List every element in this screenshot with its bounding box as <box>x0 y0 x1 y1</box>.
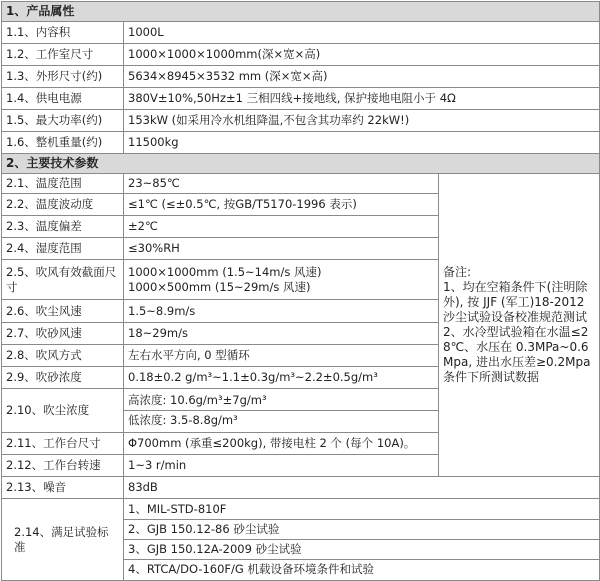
row-value: 1000L <box>124 22 600 44</box>
standard-item: 3、GJB 150.12A-2009 砂尘试验 <box>124 540 599 560</box>
row-value: ≤1℃ (≤±0.5℃, 按GB/T5170-1996 表示) <box>124 194 439 216</box>
table-row <box>2 66 600 88</box>
row-label: 2.1、温度范围 <box>2 174 124 194</box>
section-header-tech-params <box>2 154 600 174</box>
row-value: 18~29m/s <box>124 323 439 345</box>
row-value: 1000×1000×1000mm(深×宽×高) <box>124 44 600 66</box>
row-label: 1.2、工作室尺寸 <box>2 44 124 66</box>
note-text: 备注: 1、均在空箱条件下(注明除外), 按 JJF (军工)18-2012 沙尘试验设备校准规范测试 2、水冷型试验箱在水温≤28℃、水压在 0.3MPa~0.6Mpa, 进出水压差≥0.2Mpa 条件下所测试数据 <box>443 265 591 384</box>
row-value: 0.18±0.2 g/m³~1.1±0.3g/m³~2.2±0.5g/m³ <box>124 367 439 389</box>
row-value: 11500kg <box>124 132 600 154</box>
row-value: Φ700mm (承重≤200kg), 带接电柱 2 个 (每个 10A)。 <box>124 433 439 455</box>
row-value: 23~85℃ <box>124 174 439 194</box>
row-value <box>124 389 439 433</box>
row-label: 2.3、温度偏差 <box>2 216 124 238</box>
row-value: 1~3 r/min <box>124 455 439 477</box>
row-label: 2.7、吹砂风速 <box>2 323 124 345</box>
row-label: 2.12、工作台转速 <box>2 455 124 477</box>
row-label: 1.4、供电电源 <box>2 88 124 110</box>
row-label: 2.4、湿度范围 <box>2 238 124 260</box>
row-value: 1.5~8.9m/s <box>124 300 439 323</box>
row-value: 380V±10%,50Hz±1 三相四线+接地线, 保护接地电阻小于 4Ω <box>124 88 600 110</box>
table-row <box>2 174 600 194</box>
spec-table <box>1 1 600 581</box>
row-value: 83dB <box>124 477 600 499</box>
row-value-line: 高浓度: 10.6g/m³±7g/m³ <box>124 391 438 411</box>
standard-item: 1、MIL-STD-810F <box>124 500 599 520</box>
row-label: 2.5、吹风有效截面尺寸 <box>2 260 124 300</box>
row-label: 2.13、噪音 <box>2 477 124 499</box>
table-row <box>2 499 600 581</box>
table-row <box>2 132 600 154</box>
row-value <box>124 499 600 581</box>
section-title: 1、产品属性 <box>2 2 600 22</box>
row-value <box>124 260 439 300</box>
standard-item: 2、GJB 150.12-86 砂尘试验 <box>124 520 599 540</box>
row-label: 2.10、吹尘浓度 <box>2 389 124 433</box>
table-row <box>2 44 600 66</box>
row-label: 2.2、温度波动度 <box>2 194 124 216</box>
row-label: 1.6、整机重量(约) <box>2 132 124 154</box>
row-value-line: 1000×500mm (15~29m/s 风速) <box>128 279 311 294</box>
row-value: 5634×8945×3532 mm (深×宽×高) <box>124 66 600 88</box>
table-row <box>2 110 600 132</box>
standard-item: 4、RTCA/DO-160F/G 机载设备环境条件和试验 <box>128 562 374 576</box>
row-label: 2.9、吹砂浓度 <box>2 367 124 389</box>
row-label: 2.8、吹风方式 <box>2 345 124 367</box>
table-row <box>2 88 600 110</box>
row-label: 1.5、最大功率(约) <box>2 110 124 132</box>
row-label: 2.14、满足试验标准 <box>2 499 124 581</box>
section-header-product-attributes <box>2 2 600 22</box>
row-value-line: 低浓度: 3.5-8.8g/m³ <box>128 413 238 427</box>
row-label: 2.6、吹尘风速 <box>2 300 124 323</box>
row-label: 1.3、外形尺寸(约) <box>2 66 124 88</box>
row-value: 153kW (如采用冷水机组降温,不包含其功率约 22kW!) <box>124 110 600 132</box>
row-label: 1.1、内容积 <box>2 22 124 44</box>
row-label: 2.11、工作台尺寸 <box>2 433 124 455</box>
table-row <box>2 477 600 499</box>
row-value: 左右水平方向, 0 型循环 <box>124 345 439 367</box>
section-title: 2、主要技术参数 <box>2 154 600 174</box>
row-value: ±2℃ <box>124 216 439 238</box>
note-cell <box>439 174 600 477</box>
row-value-line: 1000×1000mm (1.5~14m/s 风速) <box>128 264 322 279</box>
row-value: ≤30%RH <box>124 238 439 260</box>
table-row <box>2 22 600 44</box>
